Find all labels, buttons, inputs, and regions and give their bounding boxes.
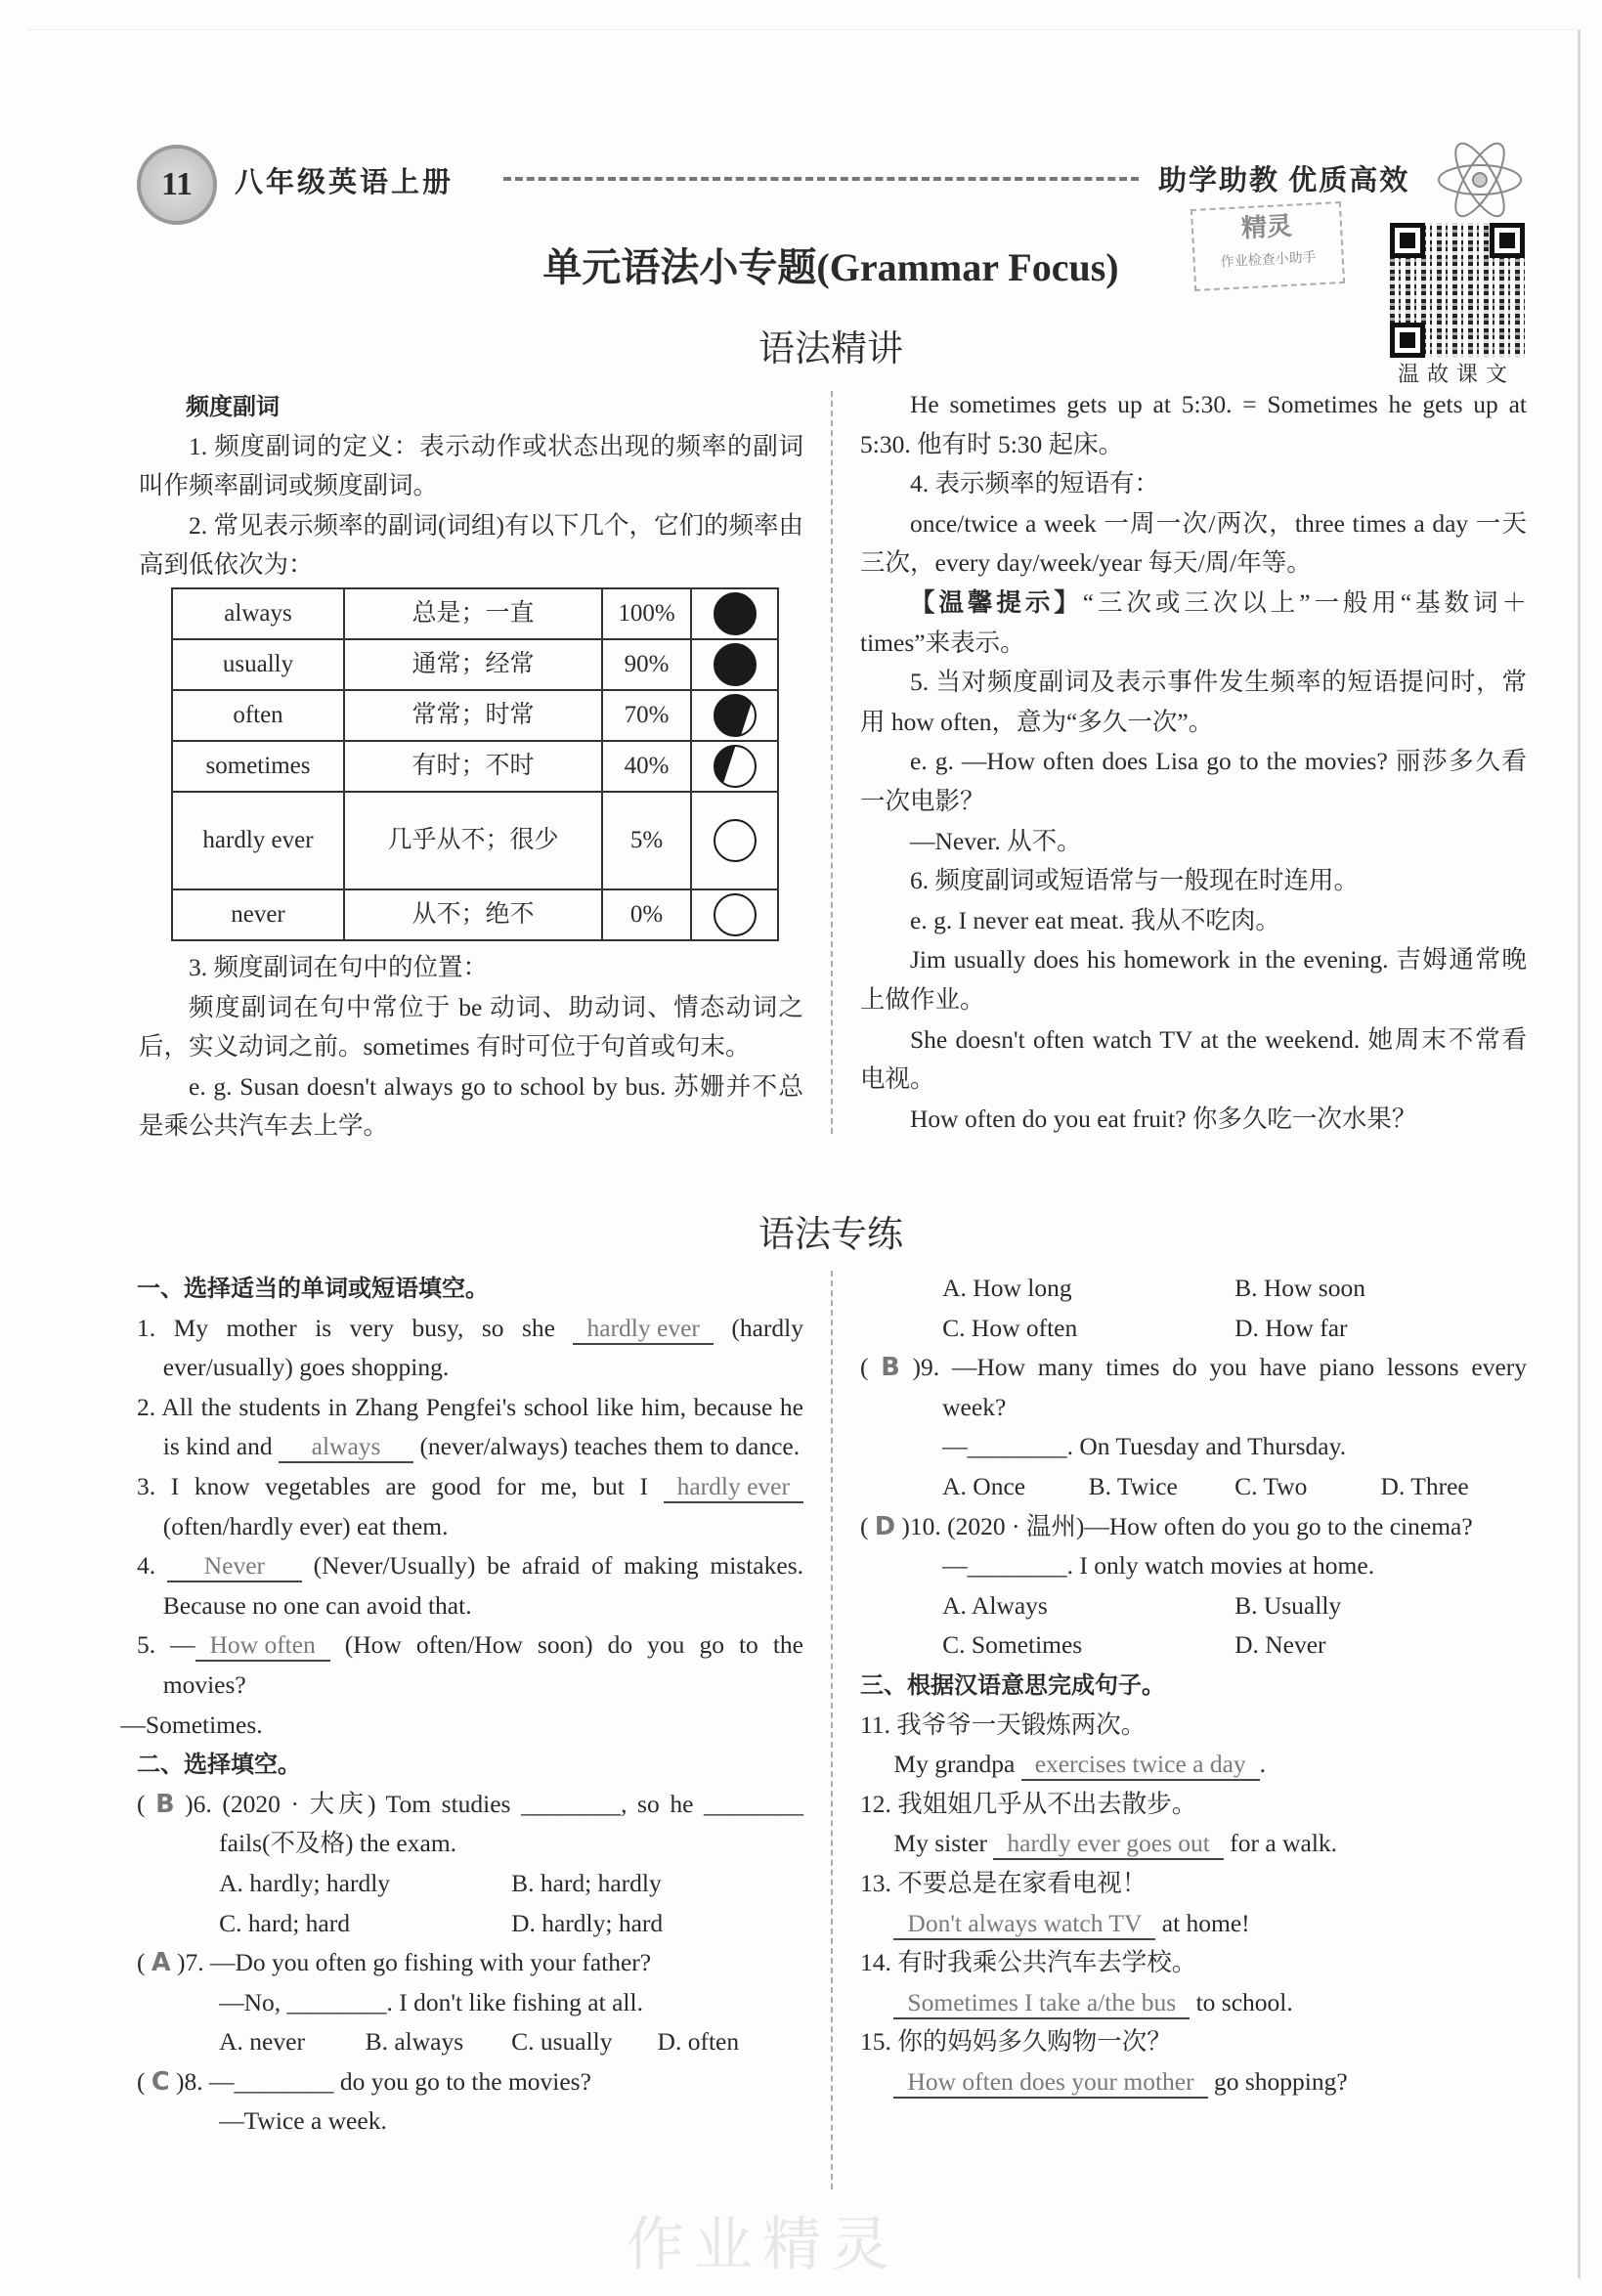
column-divider [831,1271,833,2189]
atom-logo-icon [1435,135,1525,225]
cell-word: usually [172,639,344,690]
option[interactable]: B. Usually [1234,1590,1342,1620]
frequency-circle-icon [712,692,758,739]
paragraph: once/twice a week 一周一次/两次，three times a day 一天三次，every day/week/year 每天/周/年等。 [860,508,1527,578]
answer-blank[interactable]: hardly ever goes out [993,1829,1223,1860]
cell-meaning: 有时；不时 [344,741,602,792]
question-stem: ( D )10. (2020 · 温州)—How often do you go to the cinema? [860,1511,1473,1541]
section-heading-explanation: 语法精讲 [758,327,903,369]
paragraph: 1. 频度副词的定义：表示动作或状态出现的频率的副词叫作频率副词或频度副词。 [139,431,803,500]
tip-text: “三次或三次以上”一般用“基数词＋times”来表示。 [860,587,1527,657]
frequency-circle-icon [712,891,758,938]
completion-line [860,1983,1527,2023]
option[interactable]: A. hardly; hardly [219,1868,391,1897]
stem-text: )10. (2020 · 温州)—How often do you go to the cinema? [901,1511,1473,1540]
cell-percent: 5% [602,792,691,889]
cell-percent: 0% [602,889,691,940]
frequency-fill [712,692,757,739]
paragraph: How often do you eat fruit? 你多久吃一次水果？ [910,1104,1417,1133]
exercise-item [137,1625,803,1705]
cell-word: hardly ever [172,792,344,889]
answer-mark[interactable]: D [874,1511,896,1541]
cell-frequency-icon [691,588,778,639]
explanation-left-column-cont [139,948,803,1147]
completion-line [860,1824,1527,1864]
qr-label: 温故课文 [1398,363,1516,387]
cell-percent: 90% [602,639,691,690]
practice-left-column [120,1269,804,2142]
option[interactable]: C. usually [511,2027,613,2057]
line-text: for a walk. [1223,1829,1338,1858]
answer-blank[interactable]: How often does your mother [893,2067,1207,2099]
item-text: 5. — [137,1630,195,1660]
option[interactable]: A. Once [942,1471,1026,1500]
option[interactable]: D. Three [1380,1471,1469,1500]
table-row [172,741,778,792]
option[interactable]: C. Sometimes [942,1630,1083,1660]
line-text: My sister [893,1829,994,1858]
question-8-options [860,1269,1527,1348]
item-text: 3. I know vegetables are good for me, but I [137,1471,664,1500]
answer-mark[interactable]: C [151,2066,170,2097]
question-7 [137,1943,803,2062]
line-text: at home! [1155,1908,1250,1937]
options-row [860,1309,1527,1349]
line-text: My grandpa [893,1750,1021,1779]
option[interactable]: B. hard; hardly [511,1868,662,1897]
line-text: to school. [1190,1987,1293,2016]
part1-heading: 一、选择适当的单词或短语填空。 [137,1275,489,1302]
qr-finder [1390,223,1425,258]
paragraph: 3. 频度副词在句中的位置： [189,953,489,981]
options-row [137,1864,803,1904]
answer-blank[interactable]: exercises twice a day [1021,1750,1260,1781]
qr-finder [1390,323,1425,358]
options-row [137,2022,803,2062]
paragraph: Jim usually does his homework in the evening. 吉姆通常晚上做作业。 [860,945,1527,1014]
item-text: (often/hardly ever) eat them. [162,1511,449,1540]
page-number-badge: 11 [137,145,217,225]
options-row [860,1625,1527,1666]
cell-meaning: 从不；绝不 [344,889,602,940]
paragraph: 4. 表示频率的短语有： [910,469,1160,498]
explanation-right-column [860,385,1527,1139]
stamp-sub: 作业检查小助手 [1220,250,1318,271]
question-stem: ( B )9. —How many times do you have piano lessons every week? [860,1353,1528,1421]
paragraph: e. g. I never eat meat. 我从不吃肉。 [910,905,1280,934]
cell-frequency-icon [691,792,778,889]
answer-mark[interactable]: A [151,1948,171,1978]
topic-heading: 频度副词 [186,393,280,420]
stem-text: )6. (2020 · 大庆) Tom studies ________, so he ________ fails(不及格) the exam. [185,1789,804,1858]
question-9 [860,1348,1527,1506]
cell-meaning: 总是；一直 [344,588,602,639]
frequency-circle-icon [712,641,758,688]
paragraph: —Never. 从不。 [910,826,1082,855]
answer-mark[interactable]: B [881,1353,900,1383]
item-text: 1. My mother is very busy, so she [137,1313,574,1342]
stem-text: )7. —Do you often go fishing with your father? [177,1948,652,1977]
completion-line [860,2062,1527,2102]
frequency-table [171,587,779,941]
book-title: 八年级英语上册 [235,167,455,198]
part3-heading: 三、根据汉语意思完成句子。 [860,1670,1165,1699]
part3-items [860,1706,1527,2102]
cell-frequency-icon [691,690,778,741]
options-row [137,1904,803,1944]
paragraph: He sometimes gets up at 5:30. = Sometimes he gets up at 5:30. 他有时 5:30 起床。 [860,390,1527,458]
cell-percent: 70% [602,690,691,741]
option[interactable]: A. How long [942,1274,1072,1302]
frequency-fill [712,590,758,637]
tip-paragraph [860,584,1527,663]
table-row [172,889,778,940]
item-text: 2. All the students in Zhang Pengfei's school like him, because he is kind and [137,1392,803,1461]
item-text: (hardly ever/usually) goes shopping. [162,1313,804,1382]
cell-frequency-icon [691,889,778,940]
item-text: (How often/How soon) do you go to the movies? [162,1630,803,1699]
cell-meaning: 通常；经常 [344,639,602,690]
answer-mark[interactable]: B [155,1789,175,1819]
part1-items [120,1309,804,1746]
watermark: 作业精灵 [626,2211,899,2279]
item-text: (never/always) teaches them to dance. [413,1432,801,1461]
explanation-left-column [139,387,803,585]
table-row [172,792,778,889]
option[interactable]: C. How often [942,1313,1078,1342]
frequency-circle-icon [712,743,758,790]
exercise-item [137,1309,803,1388]
cell-word: always [172,588,344,639]
answer-blank[interactable]: Don't always watch TV [893,1909,1155,1940]
completion-line [860,1745,1527,1785]
option[interactable]: D. How far [1234,1313,1348,1342]
table-row [172,639,778,690]
exercise-item [120,1706,803,1746]
frequency-fill [712,641,758,688]
answer-blank[interactable]: How often [195,1630,330,1662]
line-text: go shopping? [1207,2066,1348,2096]
cell-frequency-icon [691,741,778,792]
option[interactable]: C. hard; hard [219,1908,350,1937]
answer-blank[interactable]: Sometimes I take a/the bus [893,1988,1190,2019]
answer-blank[interactable]: hardly ever [573,1314,713,1345]
reply-text: —________. I only watch movies at home. [942,1551,1375,1581]
reply-text: —________. On Tuesday and Thursday. [942,1432,1347,1461]
paragraph: She doesn't often watch TV at the weekend. 她周末不常看电视。 [860,1024,1527,1094]
part2-heading: 二、选择填空。 [137,1751,301,1779]
question-8 [137,2062,803,2142]
reply-text: —No, ________. I don't like fishing at all. [219,1987,643,2016]
practice-right-column [860,1269,1527,2101]
option[interactable]: A. Always [942,1590,1048,1620]
cell-word: never [172,889,344,940]
cell-percent: 40% [602,741,691,792]
item-text: 4. [137,1551,167,1581]
frequency-fill [712,743,740,790]
completion-line [860,1904,1527,1944]
option[interactable]: B. Twice [1088,1471,1178,1500]
option[interactable]: D. hardly; hard [511,1908,664,1937]
paragraph: 6. 频度副词或短语常与一般现在时连用。 [910,866,1360,895]
line-text: . [1259,1750,1267,1779]
frequency-circle-icon [712,590,758,637]
question-10 [860,1507,1527,1666]
answer-blank[interactable]: hardly ever [664,1472,803,1503]
option[interactable]: A. never [219,2027,305,2057]
paragraph: 5. 当对频度副词及表示事件发生频率的短语提问时，常用 how often，意为“多久一次”。 [860,668,1527,736]
reply-text: —Twice a week. [219,2106,387,2136]
exercise-item [137,1546,803,1625]
option[interactable]: C. Two [1234,1471,1308,1500]
option[interactable]: D. often [657,2027,740,2057]
chinese-prompt: 15. 你的妈妈多久购物一次？ [860,2027,1172,2057]
cell-frequency-icon [691,639,778,690]
table-row [172,690,778,741]
answer-blank[interactable]: Never [167,1551,302,1582]
options-row [860,1467,1527,1507]
item-text: —Sometimes. [120,1710,263,1739]
cell-word: sometimes [172,741,344,792]
cell-word: often [172,690,344,741]
stamp-main: 精灵 [1240,211,1293,243]
page-title: 单元语法小专题(Grammar Focus) [542,245,1119,289]
question-stem: ( C )8. —________ do you go to the movies? [137,2066,591,2097]
paragraph: e. g. —How often does Lisa go to the movies? 丽莎多久看一次电影？ [860,747,1527,815]
exercise-item [137,1388,803,1467]
tip-label: 【温馨提示】 [910,587,1083,617]
option[interactable]: D. Never [1234,1630,1326,1660]
options-row [860,1269,1527,1309]
cell-meaning: 几乎从不；很少 [344,792,602,889]
question-stem: ( B )6. (2020 · 大庆) Tom studies ________, so he ________ fails(不及格) the exam. [137,1789,804,1858]
exercise-item [137,1467,803,1546]
options-row [860,1586,1527,1626]
slogan: 助学助教 优质高效 [1158,165,1410,196]
frequency-circle-icon [712,817,758,864]
column-divider [831,391,833,1134]
paragraph: 2. 常见表示频率的副词(词组)有以下几个，它们的频率由高到低依次为： [139,510,803,580]
cell-percent: 100% [602,588,691,639]
answer-blank[interactable]: always [279,1432,413,1463]
chinese-prompt: 13. 不要总是在家看电视！ [860,1868,1147,1897]
question-stem: ( A )7. —Do you often go fishing with your father? [137,1948,652,1978]
option[interactable]: B. always [365,2027,464,2057]
table-row [172,588,778,639]
chinese-prompt: 11. 我爷爷一天锻炼两次。 [860,1710,1147,1739]
question-6 [137,1785,803,1943]
header-divider [503,177,1139,181]
qr-finder [1490,223,1525,258]
stem-text: )8. —________ do you go to the movies? [175,2066,591,2096]
chinese-prompt: 12. 我姐姐几乎从不出去散步。 [860,1789,1197,1818]
cell-meaning: 常常；时常 [344,690,602,741]
paragraph: 频度副词在句中常位于 be 动词、助动词、情态动词之后，实义动词之前。sometimes 有时可位于句首或句末。 [139,992,803,1061]
section-heading-practice: 语法专练 [758,1213,903,1255]
item-text: (Never/Usually) be afraid of making mistakes. Because no one can avoid that. [162,1551,803,1620]
chinese-prompt: 14. 有时我乘公共汽车去学校。 [860,1948,1197,1977]
option[interactable]: B. How soon [1234,1274,1365,1302]
stem-text: )9. —How many times do you have piano lessons every week? [912,1353,1528,1421]
paragraph: e. g. Susan doesn't always go to school by bus. 苏姗并不总是乘公共汽车去上学。 [139,1071,803,1141]
